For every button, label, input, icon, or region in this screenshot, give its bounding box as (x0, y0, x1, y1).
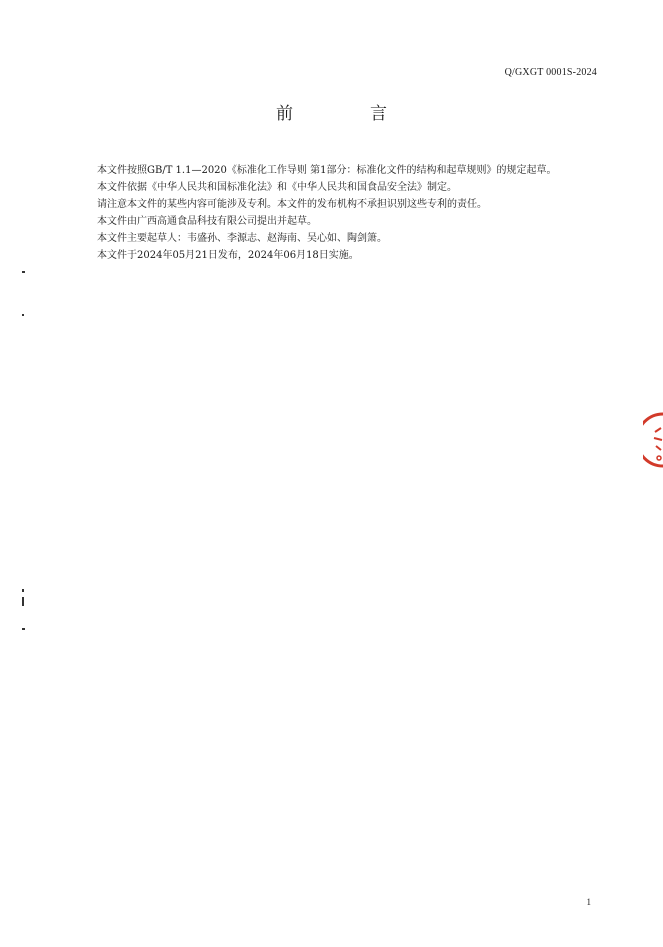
paragraph-legal-basis: 本文件依据《中华人民共和国标准化法》和《中华人民共和国食品安全法》制定。 (97, 182, 457, 193)
document-code: Q/GXGT 0001S-2024 (504, 67, 597, 78)
scan-speck (22, 314, 24, 316)
page-title: 前 言 (276, 104, 417, 124)
paragraph-proposer: 本文件由广西高通食品科技有限公司提出并起草。 (97, 216, 317, 227)
paragraph-drafting-rules: 本文件按照GB/T 1.1—2020《标准化工作导则 第1部分：标准化文件的结构和起草规则》的规定起草。 (97, 165, 557, 176)
paragraph-dates: 本文件于2024年05月21日发布，2024年06月18日实施。 (97, 250, 359, 261)
scan-speck (22, 271, 25, 273)
page-number: 1 (586, 897, 591, 907)
company-seal-icon (643, 410, 663, 470)
foreword-body (77, 162, 604, 264)
scan-speck (22, 628, 25, 630)
scan-speck (22, 589, 24, 592)
paragraph-patent-notice: 请注意本文件的某些内容可能涉及专利。本文件的发布机构不承担识别这些专利的责任。 (97, 199, 487, 210)
scan-speck (22, 597, 24, 606)
paragraph-drafters: 本文件主要起草人：韦盛孙、李源志、赵海南、吴心如、陶剑箫。 (97, 233, 387, 244)
